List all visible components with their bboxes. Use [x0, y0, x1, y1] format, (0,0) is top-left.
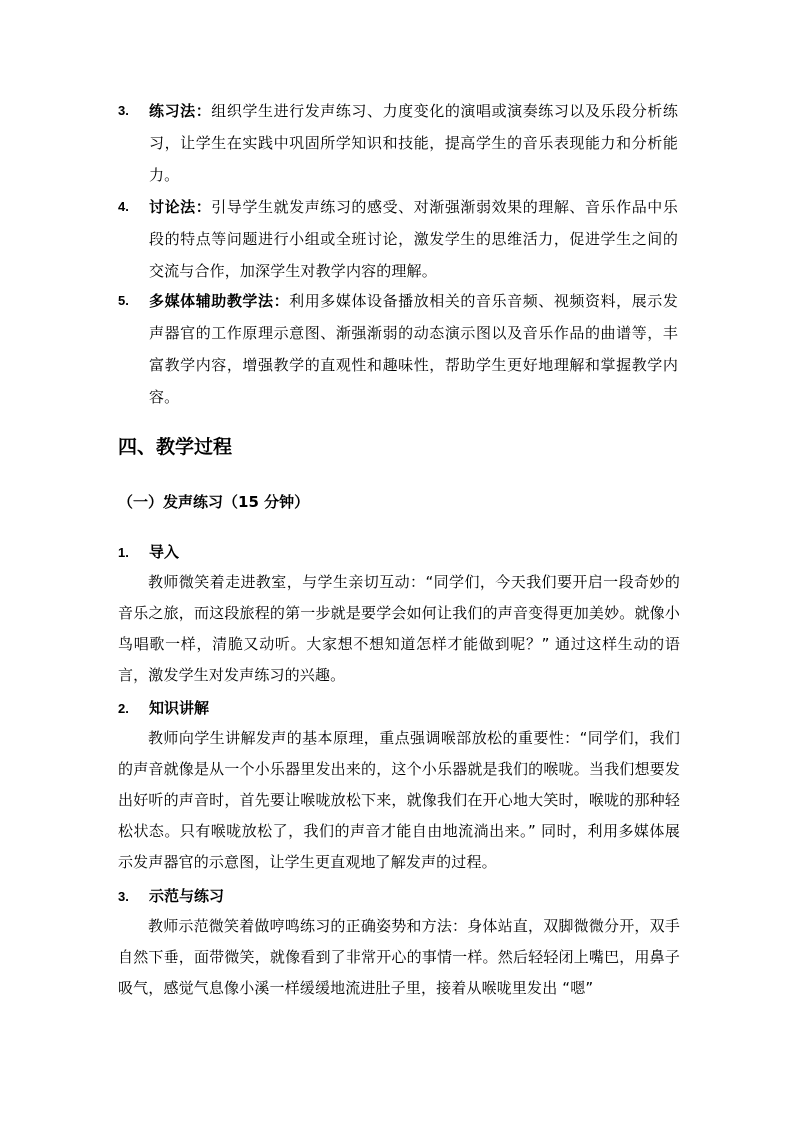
method-label: 讨论法 — [149, 198, 196, 216]
step-number: 2. — [118, 701, 129, 716]
method-item-multimedia — [118, 285, 678, 413]
step-number: 1. — [118, 545, 129, 560]
method-label-colon: ： — [195, 102, 212, 120]
step-number: 3. — [118, 889, 129, 904]
step-title-text: 示范与练习 — [149, 887, 225, 905]
list-number: 5. — [118, 293, 129, 308]
step-title-demo — [118, 881, 224, 912]
method-description — [149, 95, 678, 191]
method-item-practice — [118, 95, 678, 191]
method-label-colon: ： — [273, 292, 290, 310]
step-paragraph-intro: 教师微笑着走进教室，与学生亲切互动：“同学们，今天我们要开启一段奇妙的音乐之旅，而这段旅程的第一步就是要学会如何让我们的声音变得更加美妙。就像小鸟唱歌一样，清脆又动听。大家想不想知道怎样才能做到呢？” 通过这样生动的语言，激发学生对发声练习的兴趣。 — [118, 573, 680, 684]
method-label: 练习法 — [149, 102, 196, 120]
method-description — [149, 285, 678, 413]
step-title-text: 导入 — [149, 543, 180, 561]
list-number: 4. — [118, 199, 129, 214]
sub-heading: （一）发声练习（15 分钟） — [118, 493, 310, 511]
section-heading: 四、教学过程 — [118, 436, 233, 458]
method-text: 利用多媒体设备播放相关的音乐音频、视频资料，展示发声器官的工作原理示意图、渐强渐弱的动态演示图以及音乐作品的曲谱等，丰富教学内容，增强教学的直观性和趣味性，帮助学生更好地理解和掌握教学内容。 — [149, 292, 678, 406]
method-label: 多媒体辅助教学法 — [149, 292, 274, 310]
list-number: 3. — [118, 103, 129, 118]
method-text: 组织学生进行发声练习、力度变化的演唱或演奏练习以及乐段分析练习，让学生在实践中巩固所学知识和技能，提高学生的音乐表现能力和分析能力。 — [149, 102, 678, 184]
method-item-discussion — [118, 191, 678, 287]
step-paragraph-demo: 教师示范微笑着做哼鸣练习的正确姿势和方法：身体站直，双脚微微分开，双手自然下垂，面带微笑，就像看到了非常开心的事情一样。然后轻轻闭上嘴巴，用鼻子吸气，感觉气息像小溪一样缓缓地流进肚子里，接着从喉咙里发出 “嗯” — [118, 917, 680, 997]
step-title-intro — [118, 537, 179, 568]
method-label-colon: ： — [195, 198, 212, 216]
step-title-text: 知识讲解 — [149, 699, 210, 717]
step-paragraph-knowledge: 教师向学生讲解发声的基本原理，重点强调喉部放松的重要性：“同学们，我们的声音就像是从一个小乐器里发出来的，这个小乐器就是我们的喉咙。当我们想要发出好听的声音时，首先要让喉咙放松下来，就像我们在开心地大笑时，喉咙的那种轻松状态。只有喉咙放松了，我们的声音才能自由地流淌出来。” 同时，利用多媒体展示发声器官的示意图，让学生更直观地了解发声的过程。 — [118, 729, 680, 871]
method-text: 引导学生就发声练习的感受、对渐强渐弱效果的理解、音乐作品中乐段的特点等问题进行小组或全班讨论，激发学生的思维活力，促进学生之间的交流与合作，加深学生对教学内容的理解。 — [149, 198, 678, 280]
method-description — [149, 191, 678, 287]
step-title-knowledge — [118, 693, 209, 724]
